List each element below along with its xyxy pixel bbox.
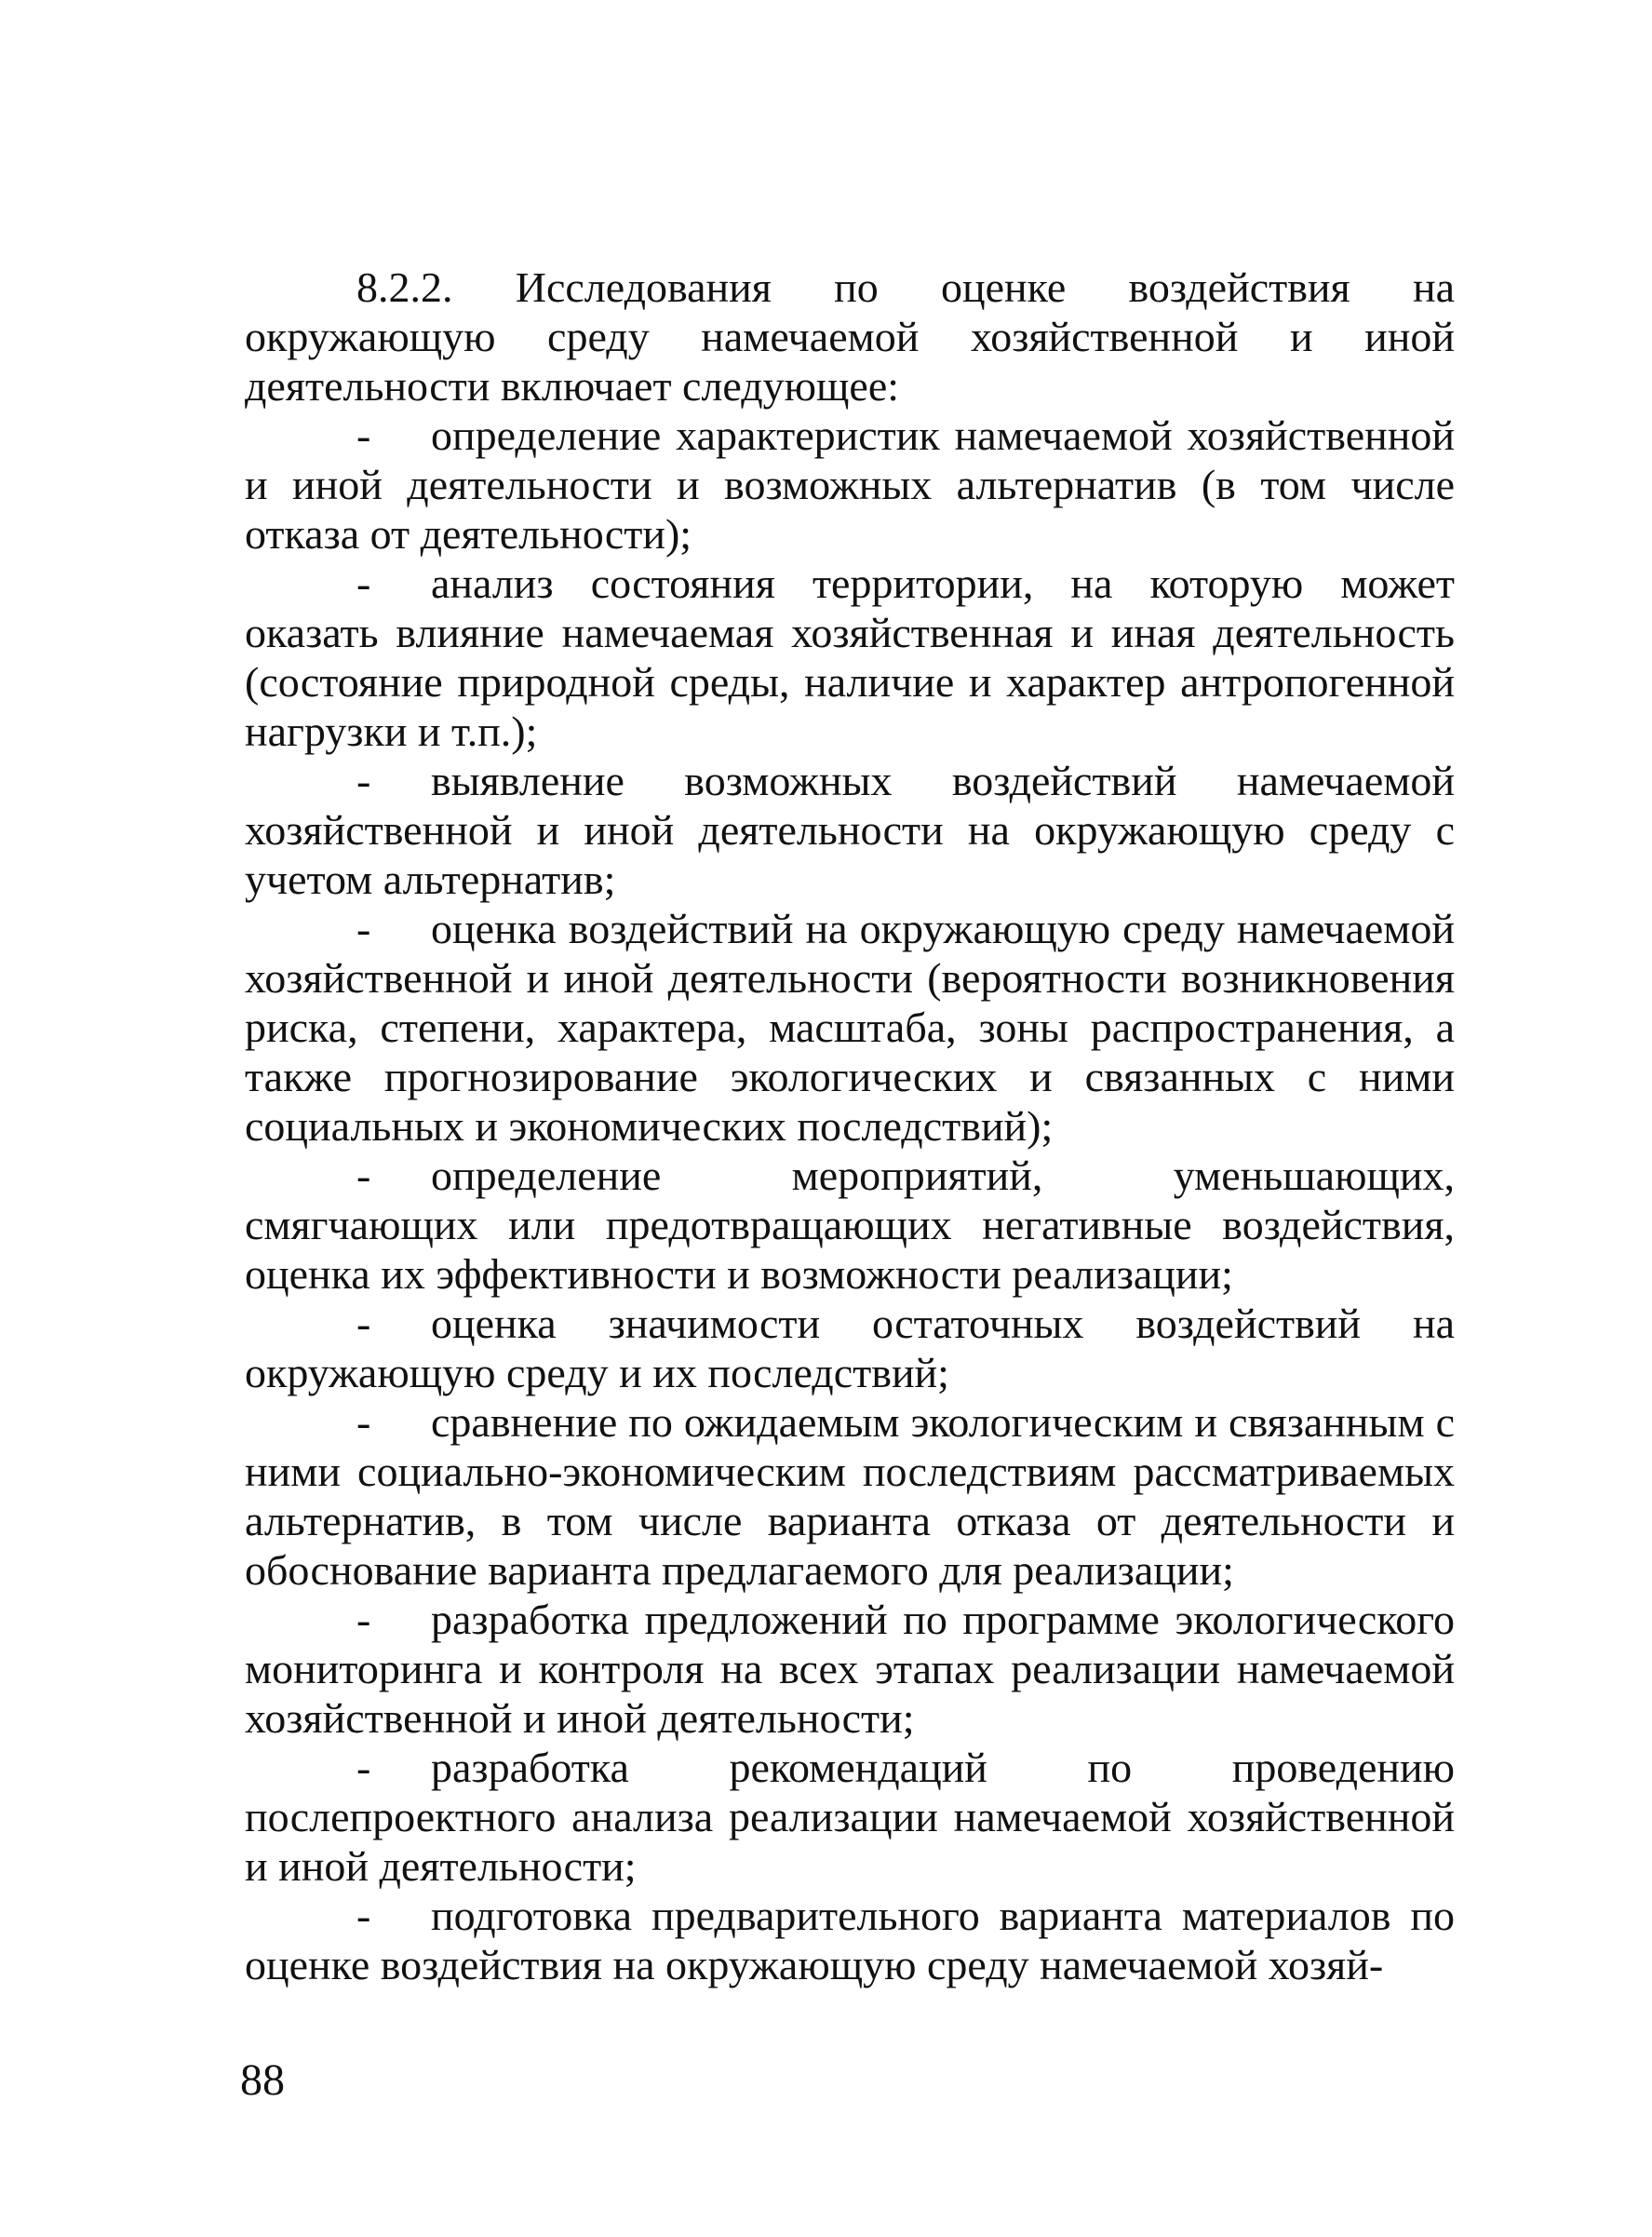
list-item-text: анализ состояния территории, на которую может оказать влияние намечаемая хозяйственная и иная деятельность (состояние природной среды, наличие и характер антропогенной нагрузки и т.п.); [245, 559, 1455, 755]
list-item [245, 904, 1455, 1151]
list-item [245, 1397, 1455, 1595]
list-item-text: сравнение по ожидаемым экологическим и связанным с ними социально-экономическим последствиям рассматриваемых альтернатив, в том числе варианта отказа от деятельности и обоснование варианта предлагаемого для реализации; [245, 1398, 1455, 1594]
bullet-dash: - [356, 559, 371, 607]
bullet-dash: - [356, 1892, 371, 1939]
list-item-text: выявление возможных воздействий намечаемой хозяйственной и иной деятельности на окружающую среду с учетом альтернатив; [245, 757, 1455, 903]
list-item [245, 1299, 1455, 1397]
list-item [245, 1743, 1455, 1891]
list-item-text: разработка рекомендаций по проведению послепроектного анализа реализации намечаемой хозяйственной и иной деятельности; [245, 1744, 1455, 1890]
bullet-dash: - [356, 1744, 371, 1791]
list-item [245, 411, 1455, 559]
list-item-text: оценка воздействий на окружающую среду намечаемой хозяйственной и иной деятельности (вероятности возникновения риска, степени, характера, масштаба, зоны распространения, а также прогнозирование экологических и связанных с ними социальных и экономических последствий); [245, 905, 1455, 1150]
list-item [245, 1891, 1455, 1989]
list-item [245, 1151, 1455, 1299]
bullet-dash: - [356, 757, 371, 804]
bullet-dash: - [356, 1596, 371, 1643]
list-item [245, 1595, 1455, 1743]
list-item-text: оценка значимости остаточных воздействий на окружающую среду и их последствий; [245, 1300, 1455, 1396]
intro-paragraph: 8.2.2. Исследования по оценке воздействия на окружающую среду намечаемой хозяйственной и иной деятельности включает следующее: [245, 263, 1455, 410]
list-item-text: подготовка предварительного варианта материалов по оценке воздействия на окружающую среду намечаемой хозяй- [245, 1892, 1455, 1988]
bullet-dash: - [356, 1300, 371, 1347]
document-page [245, 263, 1455, 1989]
bullet-dash: - [356, 1398, 371, 1446]
list-item-text: определение мероприятий, уменьшающих, смягчающих или предотвращающих негативные воздействия, оценка их эффективности и возможности реализации; [245, 1152, 1455, 1298]
list-item-text: разработка предложений по программе экологического мониторинга и контроля на всех этапах реализации намечаемой хозяйственной и иной деятельности; [245, 1596, 1455, 1742]
list-item-text: определение характеристик намечаемой хозяйственной и иной деятельности и возможных альтернатив (в том числе отказа от деятельности); [245, 411, 1455, 558]
list-item [245, 559, 1455, 756]
bullet-dash: - [356, 1152, 371, 1199]
list-item [245, 756, 1455, 904]
bullet-dash: - [356, 905, 371, 952]
page-number: 88 [240, 2055, 285, 2105]
bullet-dash: - [356, 411, 371, 459]
